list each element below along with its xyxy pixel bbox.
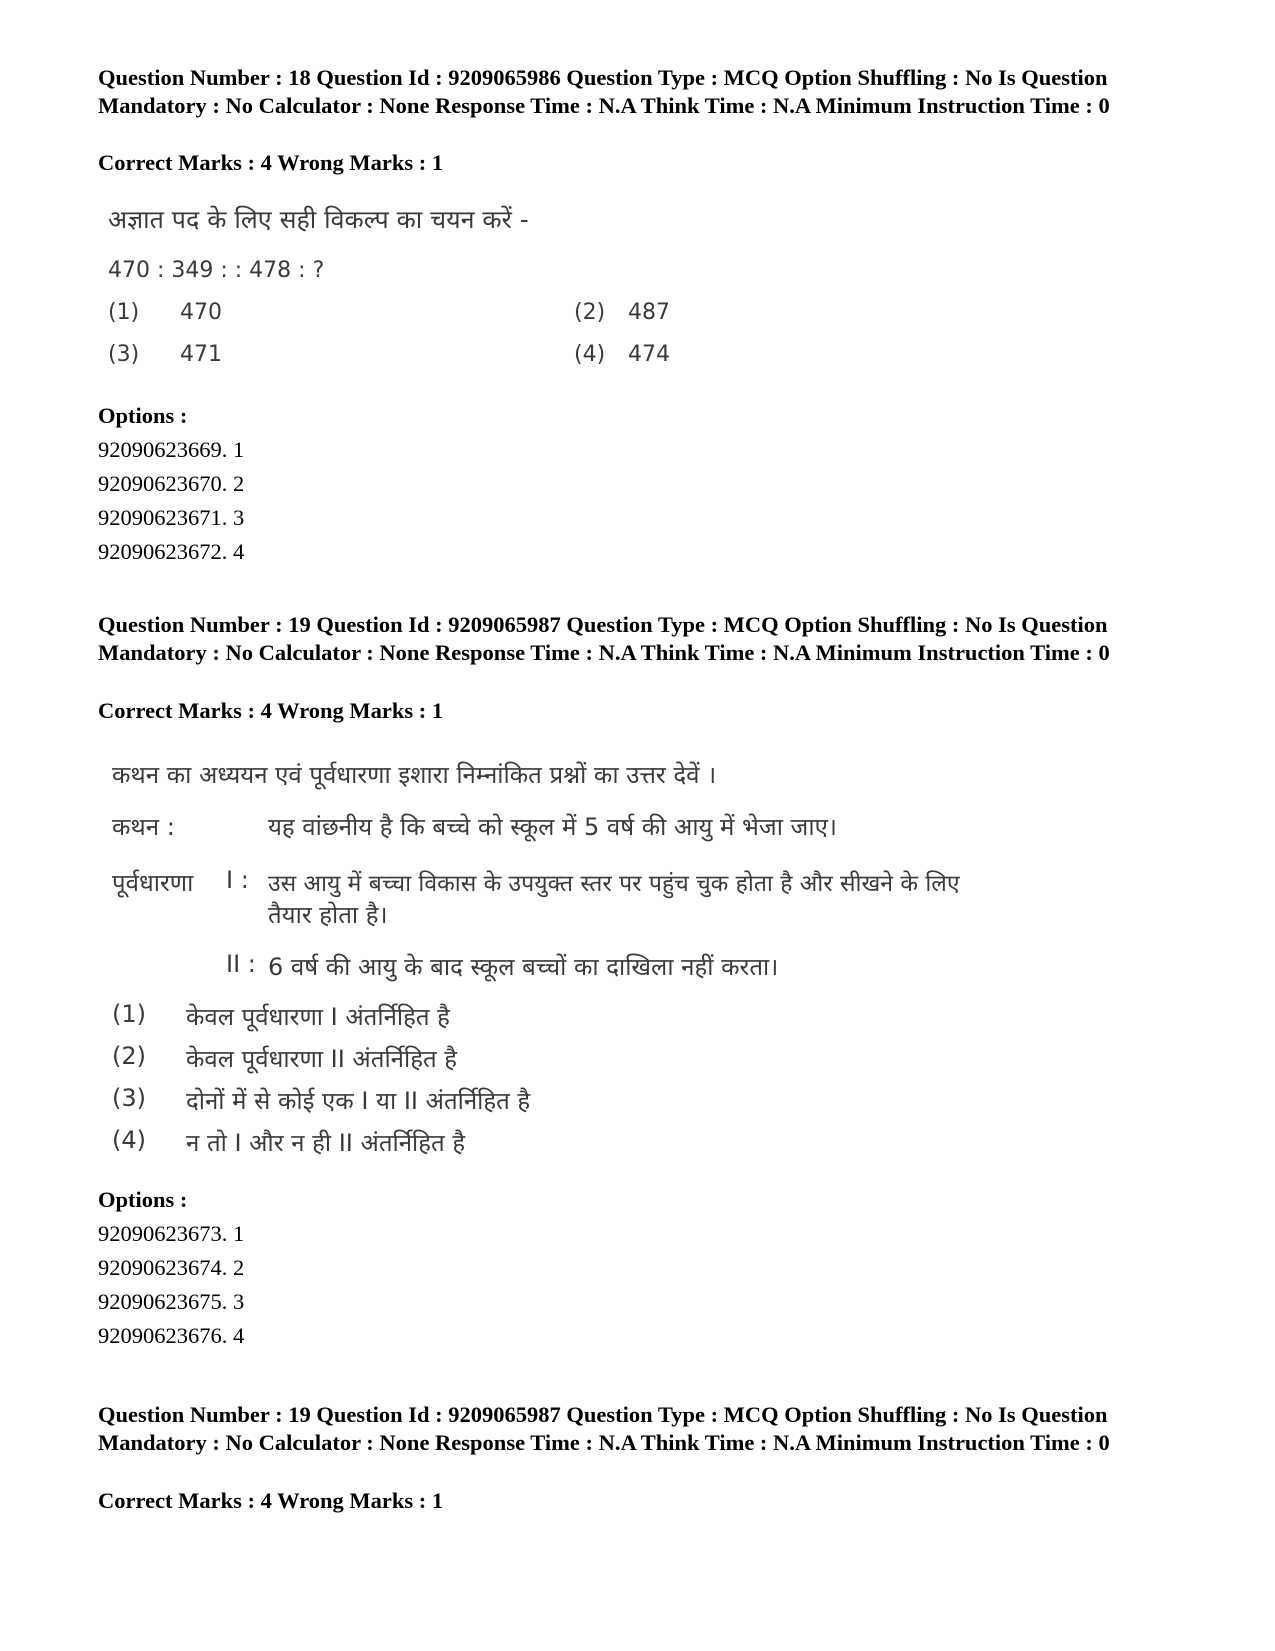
choice-value: 487 xyxy=(628,300,670,325)
question-19-marks: Correct Marks : 4 Wrong Marks : 1 xyxy=(98,698,444,723)
question-19-prompt: कथन का अध्ययन एवं पूर्वधारणा इशारा निम्नांकित प्रश्नों का उत्तर देवें । xyxy=(112,761,717,789)
question-18-ratio: 470 : 349 : : 478 : ? xyxy=(108,258,325,283)
question-19-choice-4 xyxy=(112,1126,466,1157)
choice-number: (1) xyxy=(112,1000,146,1028)
question-19-assumption-2-text: 6 वर्ष की आयु के बाद स्कूल बच्चों का दाखिला नहीं करता। xyxy=(268,953,779,981)
choice-value: दोनों में से कोई एक I या II अंतर्निहित है xyxy=(186,1087,531,1115)
choice-number: (3) xyxy=(108,342,140,367)
question-19-statement-label: कथन : xyxy=(112,813,175,841)
question-19-assumption-1-label: I : xyxy=(226,866,249,894)
choice-number: (2) xyxy=(112,1042,146,1070)
question-19-choice-2 xyxy=(112,1042,457,1073)
question-19-choice-1 xyxy=(112,1000,450,1031)
question-18-choice-4 xyxy=(574,342,670,367)
choice-value: 474 xyxy=(628,342,670,367)
question-18-option-3: 92090623671. 3 xyxy=(98,505,245,530)
question-19-choice-3 xyxy=(112,1084,531,1115)
question-18-prompt: अज्ञात पद के लिए सही विकल्प का चयन करें - xyxy=(108,205,529,234)
choice-number: (3) xyxy=(112,1084,146,1112)
choice-number: (2) xyxy=(574,300,606,325)
question-19-meta: Question Number : 19 Question Id : 9209065987 Question Type : MCQ Option Shuffling : No Is Question Mandatory : No Calculator : None Response Time : N.A Think Time : N.A Minimum Instruction Time : 0 xyxy=(98,612,1110,665)
question-18-choice-1 xyxy=(108,300,222,325)
choice-value: केवल पूर्वधारणा I अंतर्निहित है xyxy=(186,1003,450,1031)
question-19-assumption-1-line-2: तैयार होता है। xyxy=(268,901,388,929)
question-18-options-heading: Options : xyxy=(98,403,188,428)
choice-number: (1) xyxy=(108,300,140,325)
choice-value: 471 xyxy=(180,342,222,367)
question-19-option-3: 92090623675. 3 xyxy=(98,1289,245,1314)
question-18-option-4: 92090623672. 4 xyxy=(98,539,245,564)
choice-number: (4) xyxy=(112,1126,146,1154)
question-19-repeat-meta: Question Number : 19 Question Id : 9209065987 Question Type : MCQ Option Shuffling : No Is Question Mandatory : No Calculator : None Response Time : N.A Think Time : N.A Minimum Instruction Time : 0 xyxy=(98,1402,1110,1455)
question-19-statement-text: यह वांछनीय है कि बच्चे को स्कूल में 5 वर्ष की आयु में भेजा जाए। xyxy=(268,813,837,841)
choice-value: न तो I और न ही II अंतर्निहित है xyxy=(186,1129,466,1157)
question-19-option-1: 92090623673. 1 xyxy=(98,1221,245,1246)
choice-value: 470 xyxy=(180,300,222,325)
question-18-option-1: 92090623669. 1 xyxy=(98,437,245,462)
question-19-assumption-1-line-1: उस आयु में बच्चा विकास के उपयुक्त स्तर पर पहुंच चुक होता है और सीखने के लिए xyxy=(268,871,960,897)
question-19-option-4: 92090623676. 4 xyxy=(98,1323,245,1348)
question-18-choice-2 xyxy=(574,300,670,325)
question-19-assumption-2-label: II : xyxy=(226,950,256,978)
question-19-option-2: 92090623674. 2 xyxy=(98,1255,245,1280)
question-18-choice-3 xyxy=(108,342,222,367)
question-18-marks: Correct Marks : 4 Wrong Marks : 1 xyxy=(98,150,444,175)
question-19-repeat-marks: Correct Marks : 4 Wrong Marks : 1 xyxy=(98,1488,444,1513)
choice-value: केवल पूर्वधारणा II अंतर्निहित है xyxy=(186,1045,457,1073)
question-19-options-heading: Options : xyxy=(98,1187,188,1212)
question-18-meta: Question Number : 18 Question Id : 9209065986 Question Type : MCQ Option Shuffling : No Is Question Mandatory : No Calculator : None Response Time : N.A Think Time : N.A Minimum Instruction Time : 0 xyxy=(98,65,1110,118)
question-18-option-2: 92090623670. 2 xyxy=(98,471,245,496)
question-19-assumption-label: पूर्वधारणा xyxy=(112,869,194,897)
choice-number: (4) xyxy=(574,342,606,367)
